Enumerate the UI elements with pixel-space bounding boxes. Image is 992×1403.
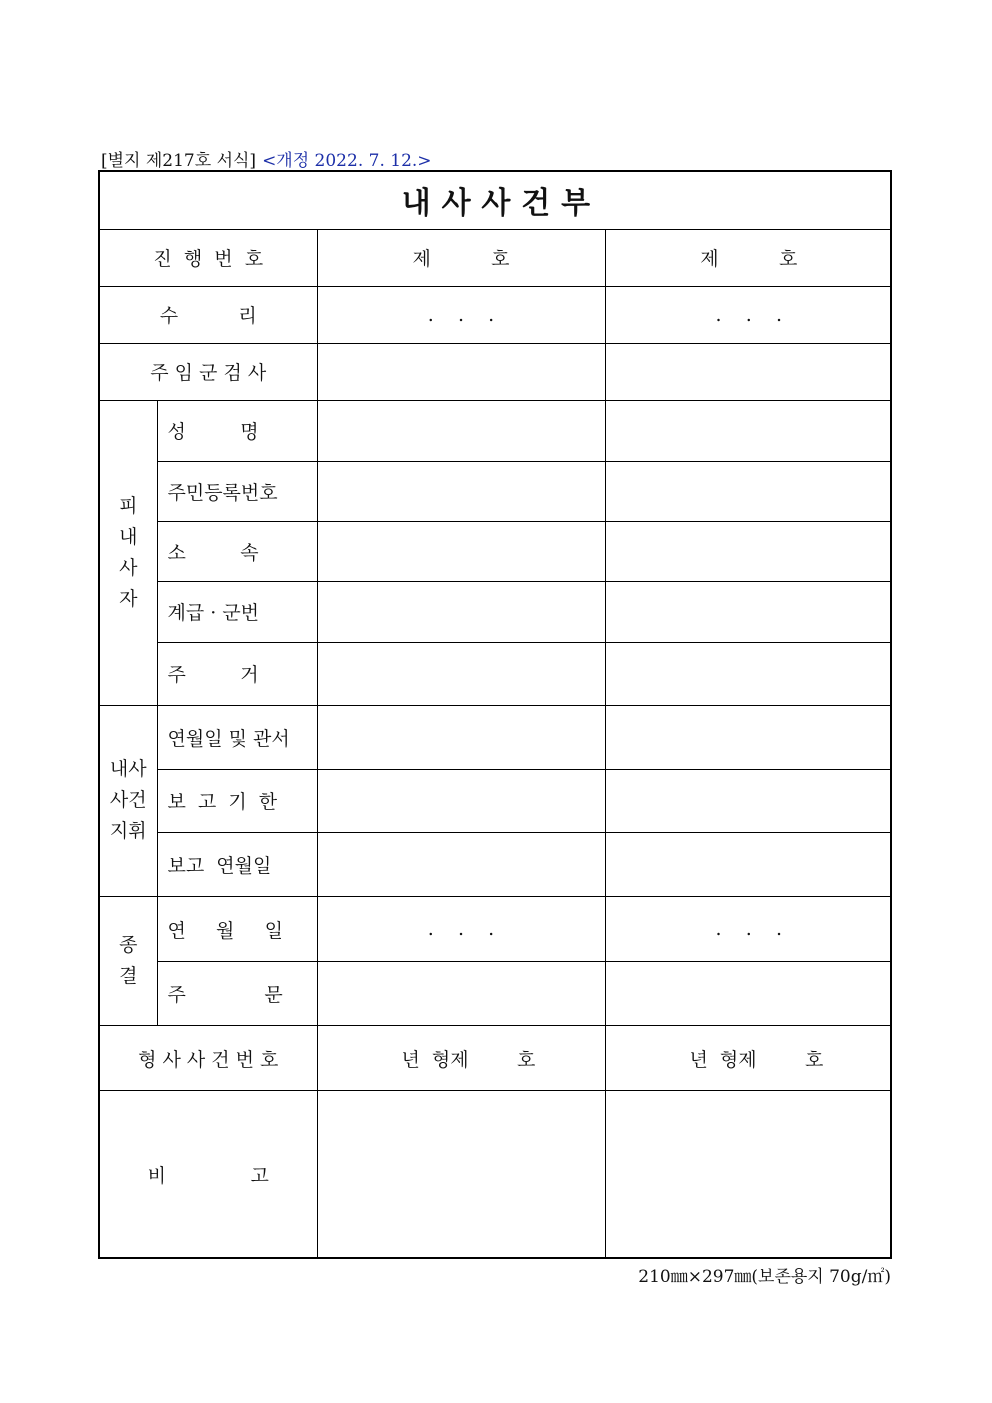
form-title: 내 사 사 건 부 [100,172,892,229]
conclusion-group-label: 종 결 [100,897,157,1026]
case-number-cell-2[interactable]: 제 호 [605,229,892,286]
remarks-cell-2[interactable] [605,1091,892,1257]
subject-name-cell-1[interactable] [317,400,605,461]
report-deadline-label: 보 고 기 한 [157,769,317,832]
amendment-note: <개정 2022. 7. 12.> [262,151,432,171]
rank-label: 계급 · 군번 [157,581,317,642]
form-reference: [별지 제217호 서식] [101,151,257,171]
register-table [100,172,892,1257]
subject-name-label: 성 명 [157,400,317,461]
rank-cell-1[interactable] [317,581,605,642]
criminal-case-number-cell-2[interactable]: 년 형제 호 [605,1026,892,1091]
paper-spec-note: 210㎜×297㎜(보존용지 70g/㎡) [638,1267,891,1287]
receipt-label: 수 리 [100,286,317,343]
prosecutor-label: 주 임 군 검 사 [100,343,317,400]
direction-date-office-label: 연월일 및 관서 [157,705,317,769]
subject-name-cell-2[interactable] [605,400,892,461]
criminal-case-number-label: 형 사 사 건 번 호 [100,1026,317,1091]
report-deadline-cell-2[interactable] [605,769,892,832]
direction-date-office-cell-1[interactable] [317,705,605,769]
resident-number-label: 주민등록번호 [157,461,317,521]
affiliation-cell-1[interactable] [317,521,605,581]
case-number-cell-1[interactable]: 제 호 [317,229,605,286]
direction-group-label: 내사 사건 지휘 [100,705,157,896]
conclusion-date-cell-1[interactable]: . . . [317,897,605,962]
order-cell-1[interactable] [317,962,605,1026]
receipt-date-cell-2[interactable]: . . . [605,286,892,343]
resident-number-cell-2[interactable] [605,461,892,521]
resident-number-cell-1[interactable] [317,461,605,521]
case-number-label: 진 행 번 호 [100,229,317,286]
remarks-cell-1[interactable] [317,1091,605,1257]
report-date-cell-1[interactable] [317,833,605,897]
rank-cell-2[interactable] [605,581,892,642]
affiliation-cell-2[interactable] [605,521,892,581]
criminal-case-number-cell-1[interactable]: 년 형제 호 [317,1026,605,1091]
conclusion-date-label: 연 월 일 [157,897,317,962]
remarks-label: 비 고 [100,1091,317,1257]
report-deadline-cell-1[interactable] [317,769,605,832]
subject-group-label: 피 내 사 자 [100,400,157,705]
form-header [101,146,432,171]
prosecutor-cell-1[interactable] [317,343,605,400]
conclusion-date-cell-2[interactable]: . . . [605,897,892,962]
report-date-label: 보고 연월일 [157,833,317,897]
address-label: 주 거 [157,642,317,705]
case-register-form [98,170,892,1259]
affiliation-label: 소 속 [157,521,317,581]
address-cell-1[interactable] [317,642,605,705]
direction-date-office-cell-2[interactable] [605,705,892,769]
receipt-date-cell-1[interactable]: . . . [317,286,605,343]
order-cell-2[interactable] [605,962,892,1026]
report-date-cell-2[interactable] [605,833,892,897]
address-cell-2[interactable] [605,642,892,705]
prosecutor-cell-2[interactable] [605,343,892,400]
order-label: 주 문 [157,962,317,1026]
